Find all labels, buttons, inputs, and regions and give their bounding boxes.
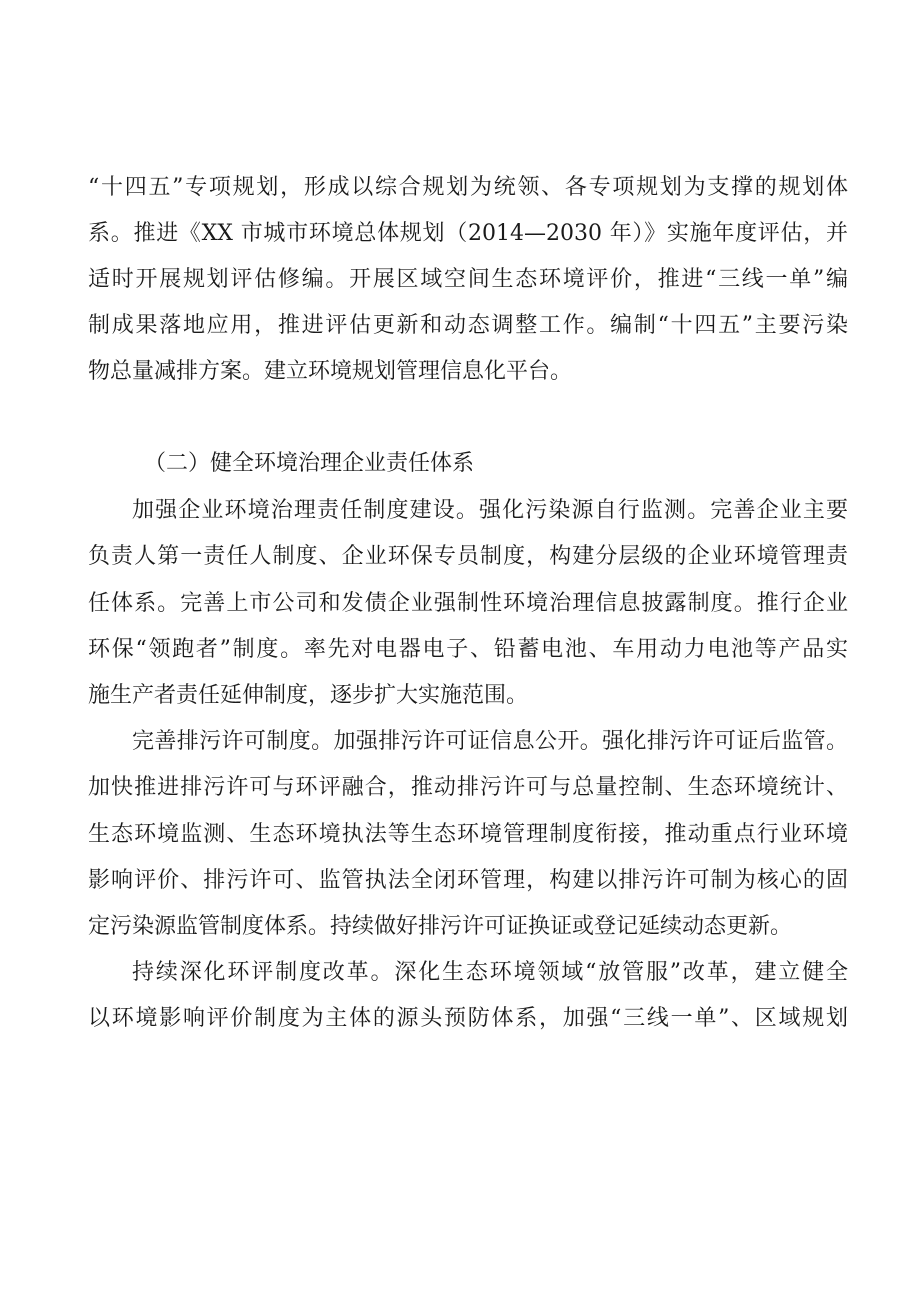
text-line: 定污染源监管制度体系。持续做好排污许可证换证或登记延续动态更新。	[88, 914, 793, 939]
text-line: 影响评价、排污许可、监管执法全闭环管理，构建以排污许可制为核心的固	[88, 868, 848, 893]
text-line: 适时开展规划评估修编。开展区域空间生态环境评价，推进“三线一单”编	[88, 267, 848, 292]
text-line: 施生产者责任延伸制度，逐步扩大实施范围。	[88, 683, 529, 708]
text-line: 系。推进《XX 市城市环境总体规划（2014—2030 年）》实施年度评估，并	[88, 221, 848, 246]
text-line: 完善排污许可制度。加强排污许可证信息公开。强化排污许可证后监管。	[132, 729, 848, 754]
text-line: 任体系。完善上市公司和发债企业强制性环境治理信息披露制度。推行企业	[88, 591, 848, 616]
text-line: “十四五”专项规划，形成以综合规划为统领、各专项规划为支撑的规划体	[88, 175, 848, 200]
text-line: 环保“领跑者”制度。率先对电器电子、铅蓄电池、车用动力电池等产品实	[88, 637, 848, 662]
text-line: 制成果落地应用，推进评估更新和动态调整工作。编制“十四五”主要污染	[88, 313, 848, 338]
text-line: 物总量减排方案。建立环境规划管理信息化平台。	[88, 359, 573, 384]
text-line: 以环境影响评价制度为主体的源头预防体系，加强“三线一单”、区域规划	[88, 1006, 848, 1031]
text-line: 持续深化环评制度改革。深化生态环境领域“放管服”改革，建立健全	[132, 960, 848, 985]
text-line: 生态环境监测、生态环境执法等生态环境管理制度衔接，推动重点行业环境	[88, 822, 848, 847]
text-line: 加快推进排污许可与环评融合，推动排污许可与总量控制、生态环境统计、	[88, 775, 848, 800]
text-line: 负责人第一责任人制度、企业环保专员制度，构建分层级的企业环境管理责	[88, 544, 848, 569]
section-heading: （二）健全环境治理企业责任体系	[144, 451, 475, 476]
text-line: 加强企业环境治理责任制度建设。强化污染源自行监测。完善企业主要	[132, 498, 848, 523]
